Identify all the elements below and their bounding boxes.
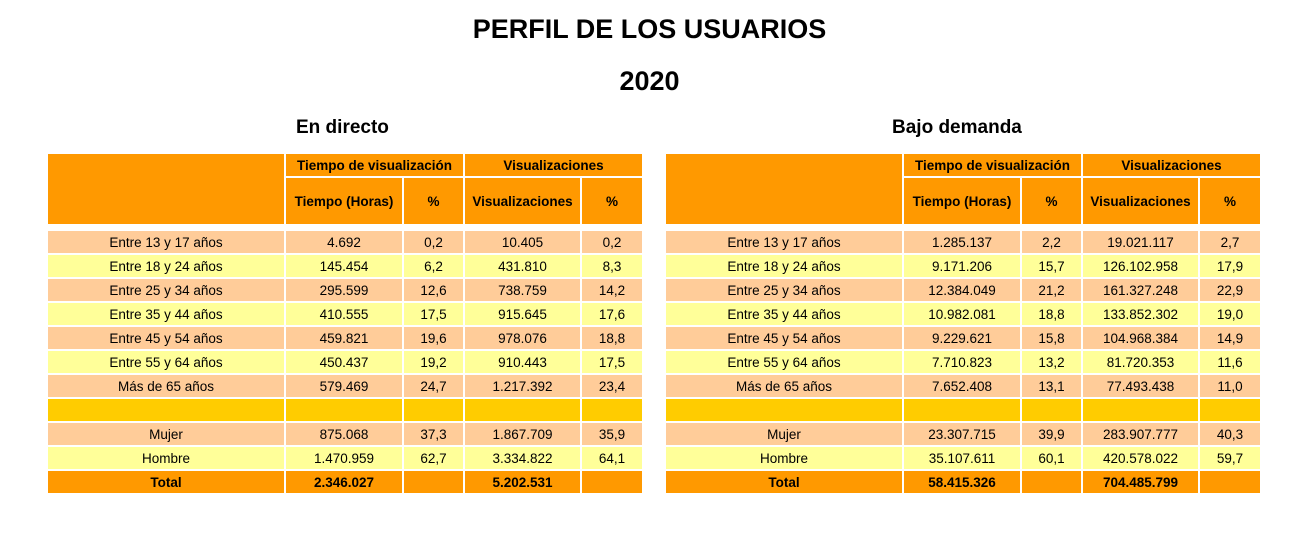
live-table-body (47, 153, 643, 494)
total-time-percent (403, 470, 464, 494)
live-section (46, 114, 642, 495)
separator-row (665, 398, 1261, 422)
row-time: 579.469 (285, 374, 403, 398)
row-views: 283.907.777 (1082, 422, 1199, 446)
row-time: 12.384.049 (903, 278, 1021, 302)
row-label: Hombre (665, 446, 903, 470)
header-views: Visualizaciones (1082, 177, 1199, 225)
row-views: 738.759 (464, 278, 581, 302)
row-views: 910.443 (464, 350, 581, 374)
header-group-time: Tiempo de visualización (285, 153, 464, 177)
row-label: Entre 55 y 64 años (665, 350, 903, 374)
row-views-percent: 64,1 (581, 446, 643, 470)
row-views: 126.102.958 (1082, 254, 1199, 278)
row-label: Mujer (47, 422, 285, 446)
row-label: Entre 35 y 44 años (665, 302, 903, 326)
row-time-percent: 12,6 (403, 278, 464, 302)
row-views: 915.645 (464, 302, 581, 326)
row-time: 35.107.611 (903, 446, 1021, 470)
header-views-percent: % (581, 177, 643, 225)
header-group-views: Visualizaciones (464, 153, 643, 177)
row-label: Entre 45 y 54 años (47, 326, 285, 350)
separator-cell (1199, 398, 1261, 422)
row-time: 295.599 (285, 278, 403, 302)
row-views-percent: 8,3 (581, 254, 643, 278)
row-views-percent: 17,9 (1199, 254, 1261, 278)
separator-cell (665, 398, 903, 422)
row-views: 420.578.022 (1082, 446, 1199, 470)
total-time-percent (1021, 470, 1082, 494)
demand-section (664, 114, 1260, 495)
table-row (47, 278, 643, 302)
row-label: Entre 55 y 64 años (47, 350, 285, 374)
row-time-percent: 24,7 (403, 374, 464, 398)
row-label: Mujer (665, 422, 903, 446)
total-time: 58.415.326 (903, 470, 1021, 494)
table-row (665, 350, 1261, 374)
demand-table-body (665, 153, 1261, 494)
row-time: 7.710.823 (903, 350, 1021, 374)
total-label: Total (47, 470, 285, 494)
header-corner (665, 153, 903, 225)
row-label: Entre 13 y 17 años (665, 230, 903, 254)
row-views: 10.405 (464, 230, 581, 254)
row-views-percent: 18,8 (581, 326, 643, 350)
table-row (47, 374, 643, 398)
row-label: Entre 13 y 17 años (47, 230, 285, 254)
table-row (665, 422, 1261, 446)
total-views-percent (1199, 470, 1261, 494)
separator-cell (903, 398, 1021, 422)
row-views: 431.810 (464, 254, 581, 278)
table-row (47, 302, 643, 326)
demand-table (664, 152, 1262, 495)
row-time-percent: 21,2 (1021, 278, 1082, 302)
row-label: Entre 25 y 34 años (47, 278, 285, 302)
row-time: 9.171.206 (903, 254, 1021, 278)
total-views: 5.202.531 (464, 470, 581, 494)
row-time: 4.692 (285, 230, 403, 254)
table-row (47, 230, 643, 254)
row-time-percent: 2,2 (1021, 230, 1082, 254)
row-time: 9.229.621 (903, 326, 1021, 350)
table-row (665, 278, 1261, 302)
row-time: 7.652.408 (903, 374, 1021, 398)
row-views: 77.493.438 (1082, 374, 1199, 398)
row-views-percent: 17,6 (581, 302, 643, 326)
header-corner (47, 153, 285, 225)
row-label: Entre 35 y 44 años (47, 302, 285, 326)
row-views-percent: 19,0 (1199, 302, 1261, 326)
row-time: 875.068 (285, 422, 403, 446)
separator-cell (1021, 398, 1082, 422)
row-views: 81.720.353 (1082, 350, 1199, 374)
row-label: Entre 18 y 24 años (47, 254, 285, 278)
page-title: PERFIL DE LOS USUARIOS (472, 14, 827, 44)
row-views-percent: 11,0 (1199, 374, 1261, 398)
row-views: 104.968.384 (1082, 326, 1199, 350)
row-time-percent: 19,6 (403, 326, 464, 350)
row-views: 133.852.302 (1082, 302, 1199, 326)
row-time: 1.470.959 (285, 446, 403, 470)
row-time-percent: 62,7 (403, 446, 464, 470)
header-time-percent: % (403, 177, 464, 225)
row-time-percent: 13,2 (1021, 350, 1082, 374)
demand-section-title: Bajo demanda (892, 117, 1022, 138)
table-row (47, 350, 643, 374)
header-time-hours: Tiempo (Horas) (285, 177, 403, 225)
separator-row (47, 398, 643, 422)
row-views-percent: 59,7 (1199, 446, 1261, 470)
row-time-percent: 15,7 (1021, 254, 1082, 278)
table-row (47, 254, 643, 278)
row-views-percent: 0,2 (581, 230, 643, 254)
row-views-percent: 40,3 (1199, 422, 1261, 446)
row-label: Entre 18 y 24 años (665, 254, 903, 278)
row-time-percent: 13,1 (1021, 374, 1082, 398)
table-row (665, 302, 1261, 326)
row-time-percent: 60,1 (1021, 446, 1082, 470)
separator-cell (47, 398, 285, 422)
table-row (665, 326, 1261, 350)
row-label: Hombre (47, 446, 285, 470)
header-time-hours: Tiempo (Horas) (903, 177, 1021, 225)
row-label: Entre 45 y 54 años (665, 326, 903, 350)
table-row (665, 374, 1261, 398)
separator-cell (1082, 398, 1199, 422)
row-time-percent: 19,2 (403, 350, 464, 374)
table-row (47, 422, 643, 446)
page-year: 2020 (619, 66, 680, 96)
table-row (665, 446, 1261, 470)
row-views-percent: 14,2 (581, 278, 643, 302)
table-row (47, 326, 643, 350)
row-time-percent: 17,5 (403, 302, 464, 326)
row-time-percent: 0,2 (403, 230, 464, 254)
row-views-percent: 11,6 (1199, 350, 1261, 374)
separator-cell (403, 398, 464, 422)
header-views-percent: % (1199, 177, 1261, 225)
total-views-percent (581, 470, 643, 494)
live-section-title: En directo (296, 117, 389, 138)
header-group-views: Visualizaciones (1082, 153, 1261, 177)
row-views-percent: 23,4 (581, 374, 643, 398)
row-time: 459.821 (285, 326, 403, 350)
total-views: 704.485.799 (1082, 470, 1199, 494)
row-time-percent: 37,3 (403, 422, 464, 446)
separator-cell (285, 398, 403, 422)
row-time-percent: 6,2 (403, 254, 464, 278)
row-views-percent: 2,7 (1199, 230, 1261, 254)
row-time: 10.982.081 (903, 302, 1021, 326)
row-views-percent: 22,9 (1199, 278, 1261, 302)
row-time: 450.437 (285, 350, 403, 374)
header-views: Visualizaciones (464, 177, 581, 225)
row-views: 978.076 (464, 326, 581, 350)
table-row (665, 254, 1261, 278)
header-group-time: Tiempo de visualización (903, 153, 1082, 177)
header-time-percent: % (1021, 177, 1082, 225)
row-views: 19.021.117 (1082, 230, 1199, 254)
header-group-row (665, 153, 1261, 177)
row-label: Más de 65 años (665, 374, 903, 398)
row-views: 161.327.248 (1082, 278, 1199, 302)
row-views: 1.867.709 (464, 422, 581, 446)
row-views: 3.334.822 (464, 446, 581, 470)
header-group-row (47, 153, 643, 177)
total-time: 2.346.027 (285, 470, 403, 494)
separator-cell (464, 398, 581, 422)
total-row (665, 470, 1261, 494)
total-label: Total (665, 470, 903, 494)
row-views-percent: 35,9 (581, 422, 643, 446)
row-time-percent: 15,8 (1021, 326, 1082, 350)
row-views: 1.217.392 (464, 374, 581, 398)
row-views-percent: 17,5 (581, 350, 643, 374)
table-row (665, 230, 1261, 254)
row-time: 23.307.715 (903, 422, 1021, 446)
row-views-percent: 14,9 (1199, 326, 1261, 350)
row-time: 1.285.137 (903, 230, 1021, 254)
row-time-percent: 39,9 (1021, 422, 1082, 446)
live-table (46, 152, 644, 495)
row-time: 410.555 (285, 302, 403, 326)
separator-cell (581, 398, 643, 422)
total-row (47, 470, 643, 494)
row-label: Entre 25 y 34 años (665, 278, 903, 302)
row-time-percent: 18,8 (1021, 302, 1082, 326)
row-label: Más de 65 años (47, 374, 285, 398)
row-time: 145.454 (285, 254, 403, 278)
table-row (47, 446, 643, 470)
